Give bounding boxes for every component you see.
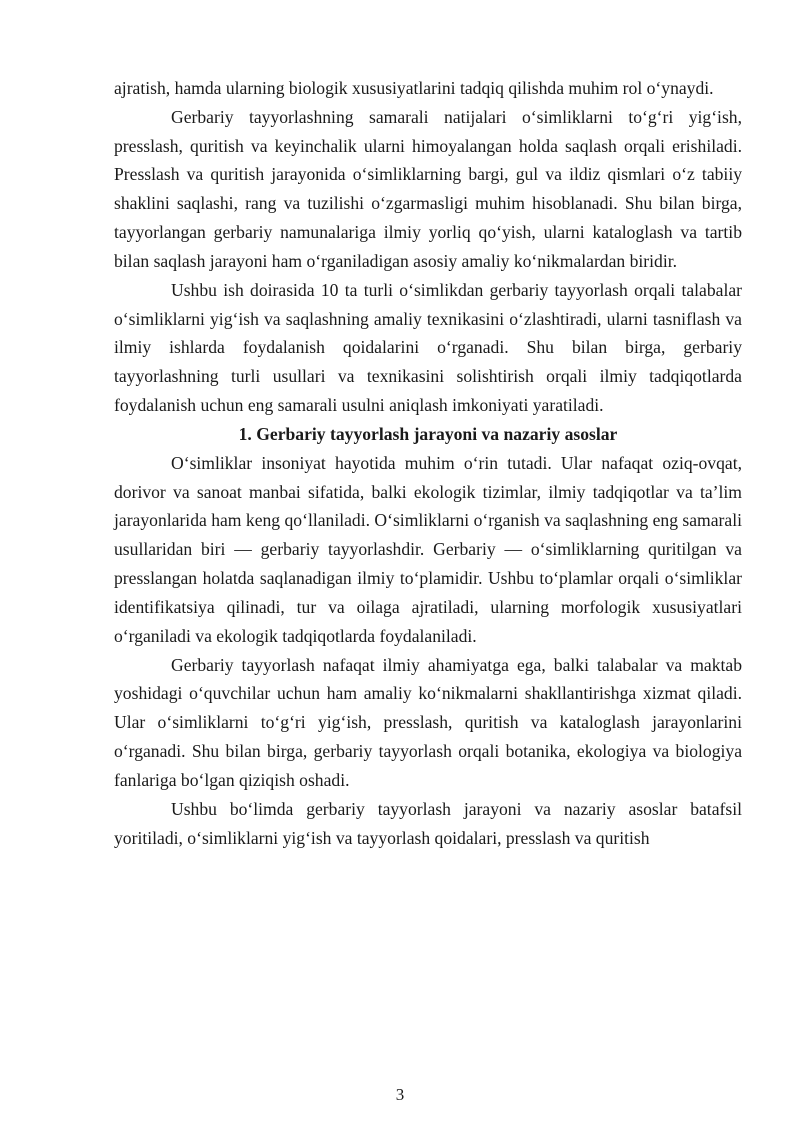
paragraph-section-overview: Ushbu bo‘limda gerbariy tayyorlash jarayoni va nazariy asoslar batafsil yoritiladi, o‘simliklarni yig‘ish va tayyorlash qoidalari, presslash va quritish — [114, 798, 742, 848]
paragraph-results: Gerbariy tayyorlashning samarali natijalari o‘simliklarni to‘g‘ri yig‘ish, presslash, quritish va keyinchalik ularni himoyalangan holda saqlash orqali erishiladi. Presslash va quritish jarayonida o‘simliklarning bargi, gul va ildiz qismlari o‘z tabiiy shaklini saqlashi, rang va tuzilishi o‘zgarmasligi muhim hisoblanadi. Shu bilan birga, tayyorlangan gerbariy namunalariga ilmiy yorliq qo‘yish, ularni kataloglash va tartib bilan saqlash jarayoni ham o‘rganiladigan asosiy amaliy ko‘nikmalardan biridir. — [114, 106, 742, 271]
paragraph-plants-importance: O‘simliklar insoniyat hayotida muhim o‘rin tutadi. Ular nafaqat oziq-ovqat, dorivor va sanoat manbai sifatida, balki ekologik tizimlar, ilmiy tadqiqotlar va ta’lim jarayonlarida ham keng qo‘llaniladi. O‘simliklarni o‘rganish va saqlashning eng samarali usullaridan biri — gerbariy tayyorlashdir. Gerbariy — o‘simliklarning quritilgan va presslangan holatda saqlanadigan ilmiy to‘plamidir. Ushbu to‘plamlar orqali o‘simliklar identifikatsiya qilinadi, tur va oilaga ajratiladi, ularning morfologik xususiyatlari o‘rganiladi va ekologik tadqiqotlarda foydalaniladi. — [114, 452, 742, 646]
paragraph-scope: Ushbu ish doirasida 10 ta turli o‘simlikdan gerbariy tayyorlash orqali talabalar o‘simliklarni yig‘ish va saqlashning amaliy texnikasini o‘zlashtiradi, ularni tasniflash va ilmiy ishlarda foydalanish qoidalarini o‘rganadi. Shu bilan birga, gerbariy tayyorlashning turli usullari va texnikasini solishtirish orqali ilmiy tadqiqotlarda foydalanish uchun eng samarali usulni aniqlash imkoniyati yaratiladi. — [114, 279, 742, 416]
page-number: 3 — [395, 1085, 405, 1104]
paragraph-continuation: ajratish, hamda ularning biologik xususiyatlarini tadqiq qilishda muhim rol o‘ynaydi. — [114, 78, 714, 98]
section-heading: 1. Gerbariy tayyorlash jarayoni va nazariy asoslar — [238, 423, 618, 444]
document-body — [114, 74, 742, 852]
paragraph-educational-value: Gerbariy tayyorlash nafaqat ilmiy ahamiyatga ega, balki talabalar va maktab yoshidagi o‘quvchilar uchun ham amaliy ko‘nikmalarni shakllantirishga xizmat qiladi. Ular o‘simliklarni to‘g‘ri yig‘ish, presslash, quritish va kataloglash jarayonlarini o‘rganadi. Shu bilan birga, gerbariy tayyorlash orqali botanika, ekologiya va biologiya fanlariga bo‘lgan qiziqish oshadi. — [114, 654, 742, 790]
